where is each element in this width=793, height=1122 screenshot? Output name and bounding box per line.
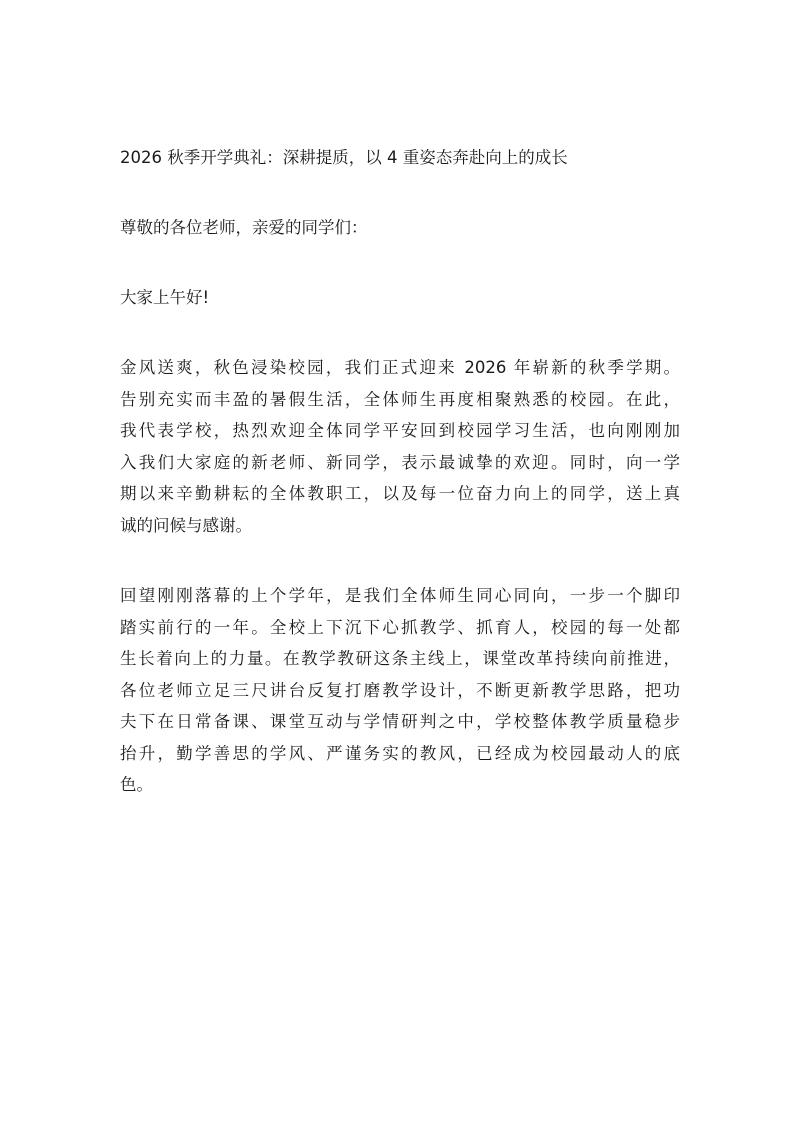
paragraph-line: 抬升，勤学善思的学风、严谨务实的教风，已经成为校园最动人的底	[120, 743, 680, 763]
paragraph-line: 踏实前行的一年。全校上下沉下心抓教学、抓育人，校园的每一处都	[120, 617, 680, 637]
paragraph-welcome	[120, 352, 680, 541]
paragraph-line: 入我们大家庭的新老师、新同学，表示最诚挚的欢迎。同时，向一学	[120, 452, 680, 472]
salutation: 尊敬的各位老师，亲爱的同学们：	[120, 218, 368, 237]
paragraph-review	[120, 580, 680, 801]
greeting: 大家上午好!	[120, 288, 210, 307]
paragraph-line: 各位老师立足三尺讲台反复打磨教学设计，不断更新教学思路，把功	[120, 680, 680, 700]
paragraph-line: 生长着向上的力量。在教学教研这条主线上，课堂改革持续向前推进，	[120, 649, 680, 668]
document-title: 2026 秋季开学典礼：深耕提质，以 4 重姿态奔赴向上的成长	[120, 148, 568, 167]
document-body	[120, 142, 680, 840]
paragraph-line: 金风送爽，秋色浸染校园，我们正式迎来 2026 年崭新的秋季学期。	[120, 358, 680, 377]
paragraph-line: 告别充实而丰盈的暑假生活，全体师生再度相聚熟悉的校园。在此，	[120, 389, 680, 409]
paragraph-line: 期以来辛勤耕耘的全体教职工，以及每一位奋力向上的同学，送上真	[120, 484, 680, 503]
paragraph-line: 夫下在日常备课、课堂互动与学情研判之中，学校整体教学质量稳步	[120, 712, 680, 731]
paragraph-line: 色。	[120, 775, 153, 794]
paragraph-line: 回望刚刚落幕的上个学年，是我们全体师生同心同向，一步一个脚印	[120, 586, 680, 605]
paragraph-line: 诚的问候与感谢。	[120, 515, 252, 535]
paragraph-line: 我代表学校，热烈欢迎全体同学平安回到校园学习生活，也向刚刚加	[120, 421, 680, 440]
